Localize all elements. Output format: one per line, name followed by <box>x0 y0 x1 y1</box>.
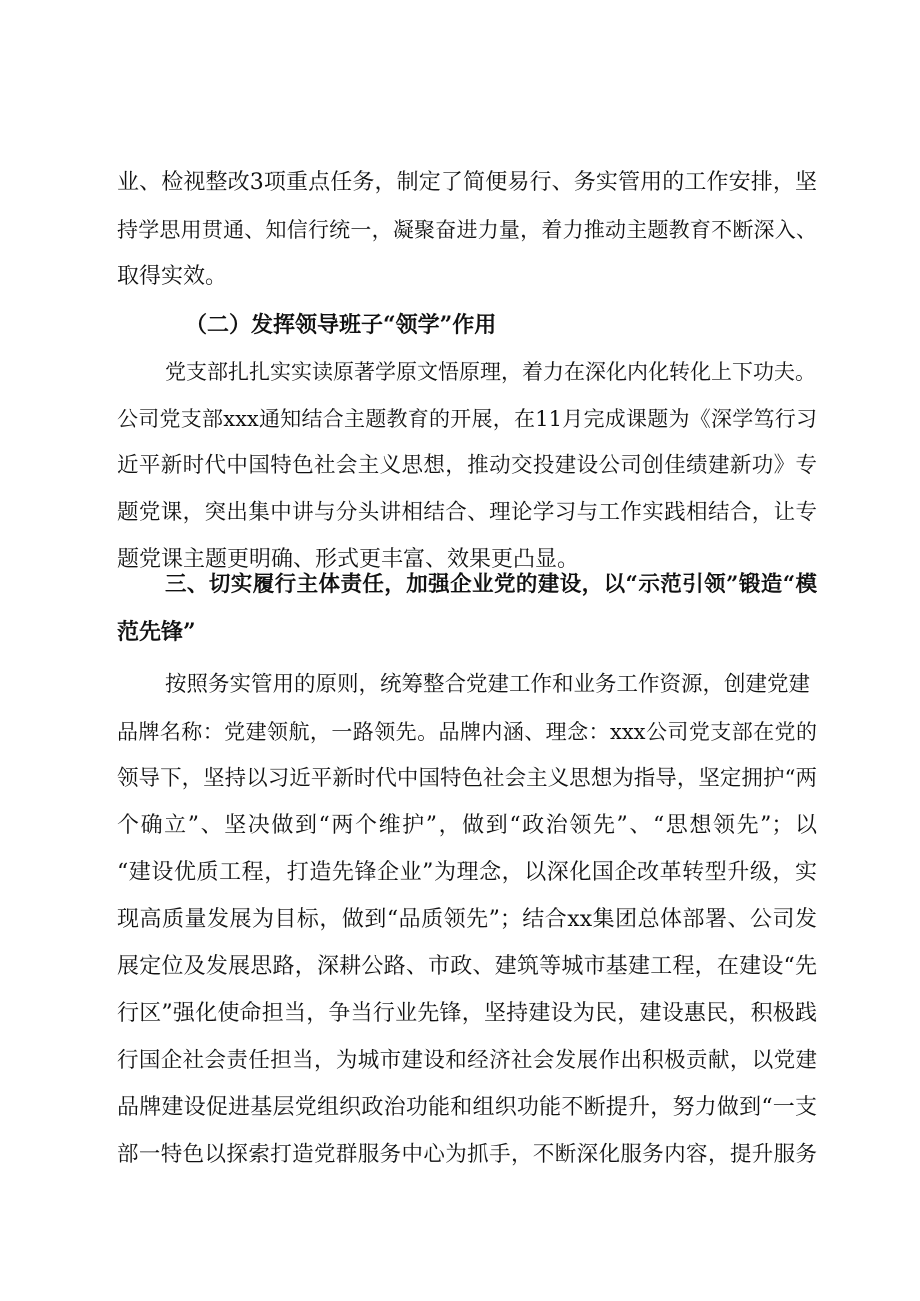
paragraph-line: 题党课主题更明确、形式更丰富、效果更凸显。 <box>117 547 580 572</box>
paragraph-line: 近平新时代中国特色社会主义思想，推动交投建设公司创佳绩建新功》专 <box>117 453 817 478</box>
subsection-heading: （二）发挥领导班子“领学”作用 <box>185 312 497 338</box>
paragraph-line: 行区”强化使命担当，争当行业先锋，坚持建设为民，建设惠民，积极践 <box>117 1001 817 1026</box>
section-heading-continued: 范先锋” <box>117 619 196 645</box>
paragraph-line: 题党课，突出集中讲与分头讲相结合、理论学习与工作实践相结合，让专 <box>117 500 817 525</box>
paragraph-line: 按照务实管用的原则，统筹整合党建工作和业务工作资源，创建党建 <box>165 672 811 697</box>
paragraph-line: 品牌建设促进基层党组织政治功能和组织功能不断提升，努力做到“一支 <box>117 1095 817 1120</box>
paragraph-line: 现高质量发展为目标，做到“品质领先”；结合xx集团总体部署、公司发 <box>117 907 817 932</box>
paragraph-line: 行国企社会责任担当，为城市建设和经济社会发展作出积极贡献，以党建 <box>117 1048 817 1073</box>
paragraph-line: 品牌名称：党建领航，一路领先。品牌内涵、理念：xxx公司党支部在党的 <box>117 720 817 744</box>
paragraph-line: 业、检视整改3项重点任务，制定了简便易行、务实管用的工作安排，坚 <box>117 170 817 195</box>
paragraph-line: 公司党支部xxx通知结合主题教育的开展，在11月完成课题为《深学笃行习 <box>117 407 817 431</box>
paragraph-line: 部一特色以探索打造党群服务中心为抓手，不断深化服务内容，提升服务 <box>117 1142 817 1167</box>
paragraph-line: 展定位及发展思路，深耕公路、市政、建筑等城市基建工程，在建设“先 <box>117 954 817 979</box>
paragraph-line: 持学思用贯通、知信行统一，凝聚奋进力量，着力推动主题教育不断深入、 <box>117 218 817 242</box>
section-heading: 三、切实履行主体责任，加强企业党的建设，以“示范引领”锻造“模 <box>165 572 817 597</box>
paragraph-line: 党支部扎扎实实读原著学原文悟原理，着力在深化内化转化上下功夫。 <box>165 360 816 384</box>
paragraph-line: 取得实效。 <box>117 264 228 289</box>
paragraph-line: 领导下，坚持以习近平新时代中国特色社会主义思想为指导，坚定拥护“两 <box>117 766 817 791</box>
paragraph-line: “建设优质工程，打造先锋企业”为理念，以深化国企改革转型升级，实 <box>117 860 817 885</box>
paragraph-line: 个确立”、坚决做到“两个维护”，做到“政治领先”、“思想领先”；以 <box>117 813 817 838</box>
